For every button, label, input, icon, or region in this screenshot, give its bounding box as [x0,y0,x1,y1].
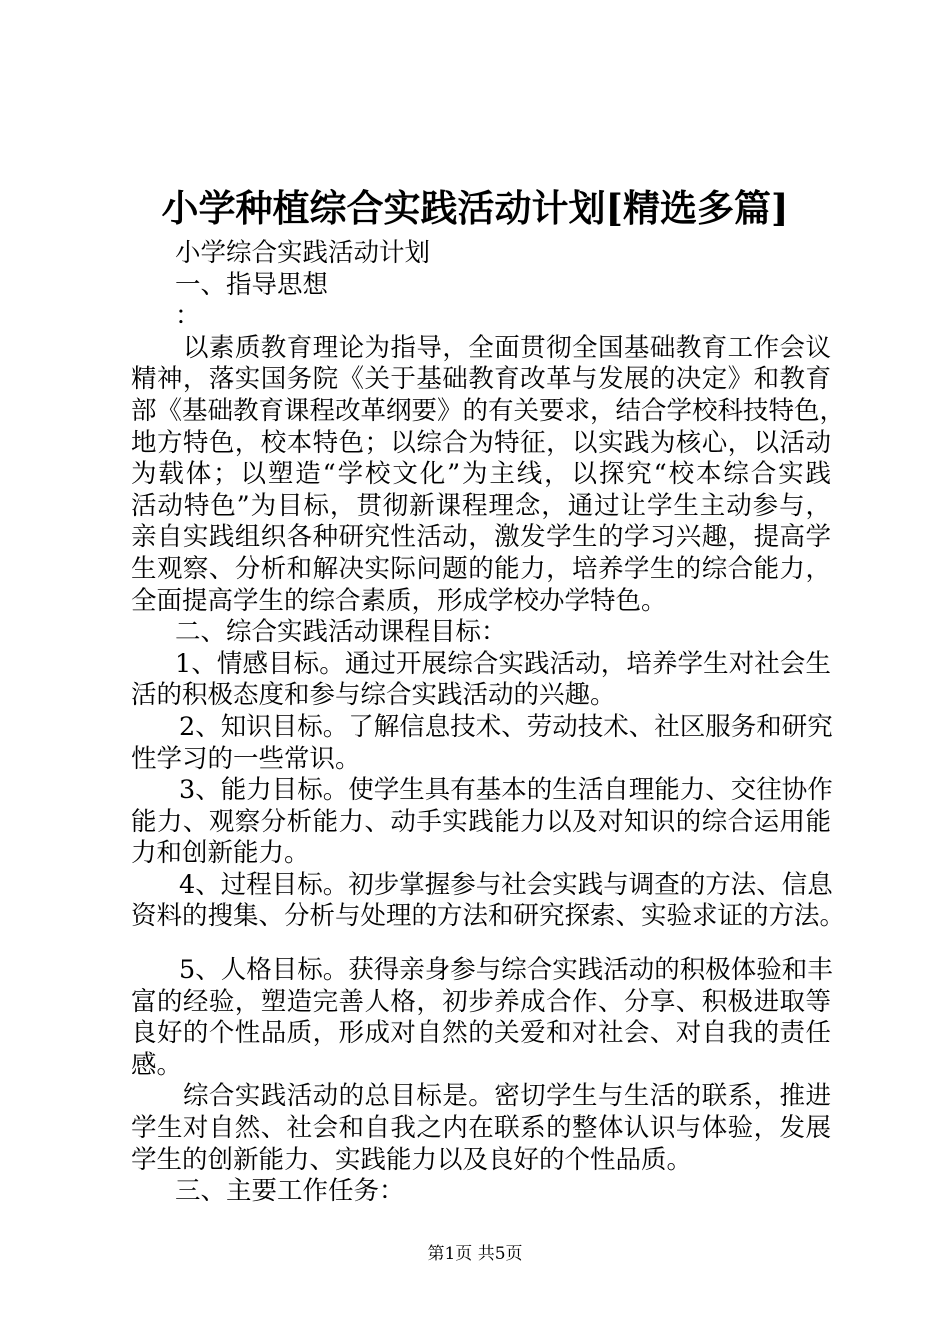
text-line: 部《基础教育课程改革纲要》的有关要求，结合学校科技特色， [131,395,846,426]
text-line: 感。 [131,1049,183,1080]
text-line: 活动特色”为目标，贯彻新课程理念，通过让学生主动参与， [131,490,831,521]
paragraph-gap [131,933,831,955]
text-line: 全面提高学生的综合素质，形成学校办学特色。 [131,585,667,616]
text-line: 力和创新能力。 [131,838,310,869]
text-line: 4、过程目标。初步掌握参与社会实践与调查的方法、信息 [179,869,833,900]
page-footer: 第1页 共5页 [427,1244,523,1264]
section-heading: 一、指导思想 [175,269,329,300]
text-line: 性学习的一些常识。 [131,743,361,774]
text-line: 以素质教育理论为指导，全面贯彻全国基础教育工作会议 [183,332,831,363]
subtitle-line: 小学综合实践活动计划 [175,238,431,268]
text-line: ： [175,301,201,332]
text-line: 生观察、分析和解决实际问题的能力，培养学生的综合能力， [131,553,831,584]
text-line: 地方特色，校本特色；以综合为特征，以实践为核心，以活动 [131,427,831,458]
text-line: 3、能力目标。使学生具有基本的生活自理能力、交往协作 [179,775,833,806]
text-line: 1、情感目标。通过开展综合实践活动，培养学生对社会生 [175,648,831,679]
text-line: 综合实践活动的总目标是。密切学生与生活的联系，推进 [183,1081,831,1112]
text-line: 亲自实践组织各种研究性活动，激发学生的学习兴趣，提高学 [131,522,831,553]
document-title: 小学种植综合实践活动计划[精选多篇] [161,186,789,230]
section-heading: 二、综合实践活动课程目标： [175,617,507,648]
document-body [131,238,846,1208]
text-line: 为载体；以塑造“学校文化”为主线，以探究“校本综合实践 [131,459,831,490]
text-line: 5、人格目标。获得亲身参与综合实践活动的积极体验和丰 [179,955,833,986]
text-line: 2、知识目标。了解信息技术、劳动技术、社区服务和研究 [179,711,833,742]
text-line: 富的经验，塑造完善人格，初步养成合作、分享、积极进取等 [131,986,831,1017]
text-line: 学生对自然、社会和自我之内在联系的整体认识与体验，发展 [131,1113,831,1144]
text-line: 精神，落实国务院《关于基础教育改革与发展的决定》和教育 [131,364,831,395]
section-heading: 三、主要工作任务： [175,1176,405,1207]
text-line: 学生的创新能力、实践能力以及良好的个性品质。 [131,1144,693,1175]
text-line: 良好的个性品质，形成对自然的关爱和对社会、对自我的责任 [131,1018,831,1049]
text-line: 资料的搜集、分析与处理的方法和研究探索、实验求证的方法。 [131,901,846,932]
text-line: 活的积极态度和参与综合实践活动的兴趣。 [131,680,616,711]
text-line: 能力、观察分析能力、动手实践能力以及对知识的综合运用能 [131,806,831,837]
